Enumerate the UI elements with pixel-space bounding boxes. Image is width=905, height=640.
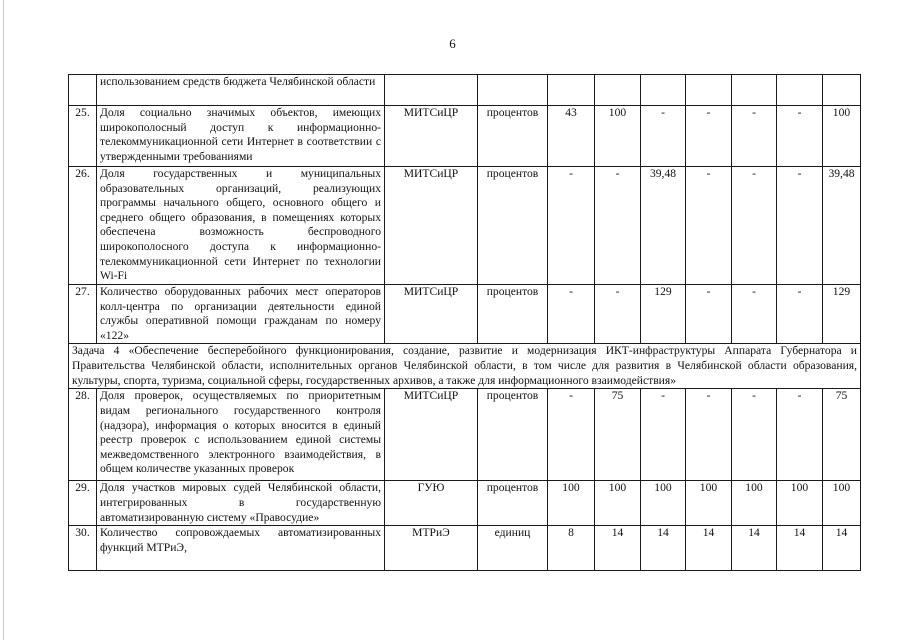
value-cell: - [732, 106, 777, 167]
total-cell: 100 [823, 106, 861, 167]
value-cell: 14 [732, 526, 777, 571]
value-cell: - [595, 285, 641, 344]
value-cell: 100 [641, 481, 686, 526]
page-number: 6 [449, 36, 456, 51]
value-cell: - [777, 106, 823, 167]
table-row [69, 285, 861, 344]
value-cell: - [548, 167, 595, 285]
value-cell: - [686, 167, 732, 285]
indicator-description: Доля проверок, осуществляемых по приоритетным видам регионального государственного контроля (надзора), информация о которых вносится в единый реестр проверок с использованием единой системы межведомственного электронного взаимодействия, в общем количестве указанных проверок [97, 389, 385, 481]
indicator-description: Количество оборудованных рабочих мест операторов колл-центра по организации деятельности единой службы оперативной помощи гражданам по номеру «122» [97, 285, 385, 344]
table-row [69, 481, 861, 526]
table-row [69, 106, 861, 167]
task-heading: Задача 4 «Обеспечение бесперебойного функционирования, создание, развитие и модернизация ИКТ-инфраструктуры Аппарата Губернатора и Правительства Челябинской области, исполнительных органов Челябинской области, в том числе для развития в Челябинской области образования, культуры, спорта, туризма, социальной сферы, государственных архивов, а также для информационного взаимодействия» [69, 344, 861, 389]
value-cell [777, 75, 823, 106]
table-row [69, 526, 861, 571]
unit: процентов [478, 389, 548, 481]
unit: единиц [478, 526, 548, 571]
indicator-description: Доля государственных и муниципальных образовательных организаций, реализующих программы начального общего, основного общего и среднего общего образования, в помещениях которых обеспечена возможность беспроводного широкополосного доступа к информационно-телекоммуникационной сети Интернет по технологии Wi-Fi [97, 167, 385, 285]
value-cell: 43 [548, 106, 595, 167]
value-cell [595, 75, 641, 106]
value-cell: - [595, 167, 641, 285]
task-row [69, 344, 861, 389]
value-cell [686, 75, 732, 106]
value-cell: 129 [641, 285, 686, 344]
executor: ГУЮ [385, 481, 478, 526]
total-cell: 14 [823, 526, 861, 571]
row-number: 28. [69, 389, 97, 481]
total-cell: 129 [823, 285, 861, 344]
value-cell: - [732, 285, 777, 344]
value-cell [641, 75, 686, 106]
indicators-table [68, 74, 861, 571]
table-row [69, 389, 861, 481]
value-cell: 100 [732, 481, 777, 526]
value-cell: 14 [641, 526, 686, 571]
total-cell [823, 75, 861, 106]
unit: процентов [478, 285, 548, 344]
value-cell: 100 [686, 481, 732, 526]
row-number: 27. [69, 285, 97, 344]
value-cell: - [548, 389, 595, 481]
value-cell: - [777, 285, 823, 344]
indicator-description: Доля участков мировых судей Челябинской области, интегрированных в государственную автоматизированную систему «Правосудие» [97, 481, 385, 526]
value-cell: - [641, 106, 686, 167]
value-cell: 8 [548, 526, 595, 571]
value-cell: 39,48 [641, 167, 686, 285]
value-cell: 14 [686, 526, 732, 571]
executor: МТРиЭ [385, 526, 478, 571]
indicator-description: использованием средств бюджета Челябинской области [97, 75, 385, 106]
executor: МИТСиЦР [385, 389, 478, 481]
indicator-description: Количество сопровождаемых автоматизированных функций МТРиЭ, [97, 526, 385, 571]
value-cell [732, 75, 777, 106]
value-cell: 100 [595, 106, 641, 167]
executor: МИТСиЦР [385, 167, 478, 285]
row-number: 26. [69, 167, 97, 285]
total-cell: 39,48 [823, 167, 861, 285]
row-number-cell [69, 75, 97, 106]
unit-cell [478, 75, 548, 106]
executor-cell [385, 75, 478, 106]
table-row-continuation [69, 75, 861, 106]
value-cell: - [686, 285, 732, 344]
value-cell: 100 [595, 481, 641, 526]
value-cell: - [777, 167, 823, 285]
value-cell: - [777, 389, 823, 481]
value-cell: 100 [777, 481, 823, 526]
indicator-description: Доля социально значимых объектов, имеющих широкополосный доступ к информационно-телекоммуникационной сети Интернет в соответствии с утвержденными требованиями [97, 106, 385, 167]
unit: процентов [478, 167, 548, 285]
total-cell: 100 [823, 481, 861, 526]
row-number: 29. [69, 481, 97, 526]
value-cell [548, 75, 595, 106]
executor: МИТСиЦР [385, 285, 478, 344]
executor: МИТСиЦР [385, 106, 478, 167]
value-cell: 14 [595, 526, 641, 571]
row-number: 25. [69, 106, 97, 167]
unit: процентов [478, 106, 548, 167]
value-cell: 100 [548, 481, 595, 526]
value-cell: - [732, 167, 777, 285]
total-cell: 75 [823, 389, 861, 481]
value-cell: - [641, 389, 686, 481]
left-margin-rule [3, 0, 4, 640]
value-cell: 14 [777, 526, 823, 571]
unit: процентов [478, 481, 548, 526]
value-cell: - [686, 106, 732, 167]
value-cell: - [732, 389, 777, 481]
row-number: 30. [69, 526, 97, 571]
value-cell: - [548, 285, 595, 344]
table-row [69, 167, 861, 285]
value-cell: - [686, 389, 732, 481]
value-cell: 75 [595, 389, 641, 481]
